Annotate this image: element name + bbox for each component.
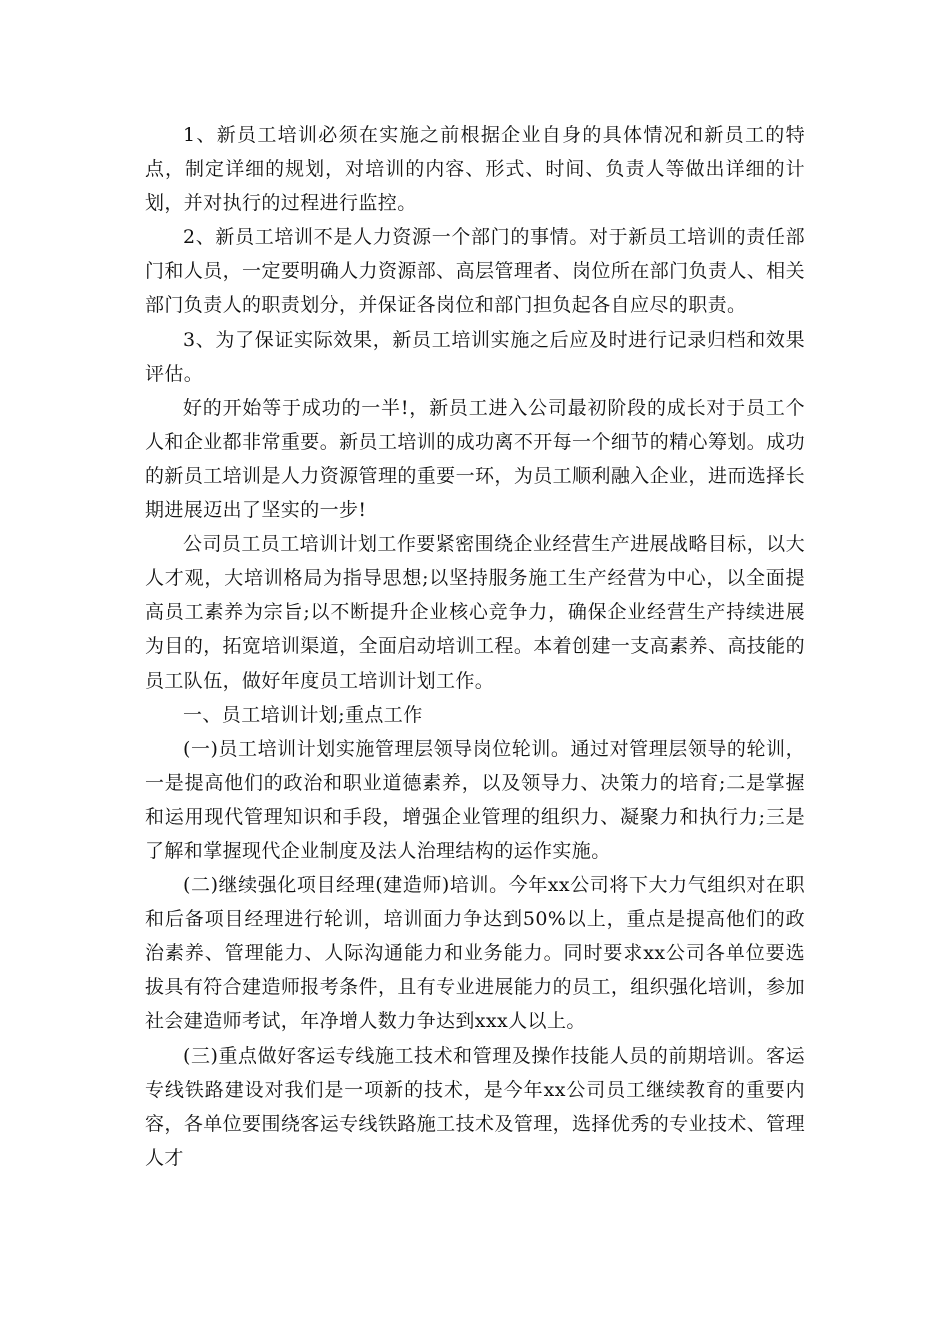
section-heading-key-work: 一、员工培训计划;重点工作: [183, 703, 423, 726]
paragraph-project-manager-training: (二)继续强化项目经理(建造师)培训。今年xx公司将下大力气组织对在职和后备项目经理进行轮训，培训面力争达到50%以上，重点是提高他们的政治素养、管理能力、人际沟通能力和业务能力。同时要求xx公司各单位要选拔具有符合建造师报考条件，且有专业进展能力的员工，组织强化培训，参加社会建造师考试，年净增人数力争达到xxx人以上。: [145, 874, 805, 1033]
paragraph-management-rotation: (一)员工培训计划实施管理层领导岗位轮训。通过对管理层领导的轮训，一是提高他们的政治和职业道德素养，以及领导力、决策力的培育;二是掌握和运用现代管理知识和手段，增强企业管理的组织力、凝聚力和执行力;三是了解和掌握现代企业制度及法人治理结构的运作实施。: [145, 737, 805, 862]
paragraph-new-hire-planning: 1、新员工培训必须在实施之前根据企业自身的具体情况和新员工的特点，制定详细的规划，对培训的内容、形式、时间、负责人等做出详细的计划，并对执行的过程进行监控。: [145, 124, 805, 215]
paragraph-passenger-line-training: (三)重点做好客运专线施工技术和管理及操作技能人员的前期培训。客运专线铁路建设对我们是一项新的技术，是今年xx公司员工继续教育的重要内容，各单位要围绕客运专线铁路施工技术及管理，选择优秀的专业技术、管理人才: [145, 1044, 805, 1169]
document-body: [145, 118, 805, 1175]
paragraph-evaluation: 3、为了保证实际效果，新员工培训实施之后应及时进行记录归档和效果评估。: [145, 328, 805, 385]
paragraph-responsibility-division: 2、新员工培训不是人力资源一个部门的事情。对于新员工培训的责任部门和人员，一定要明确人力资源部、高层管理者、岗位所在部门负责人、相关部门负责人的职责划分，并保证各岗位和部门担负起各自应尽的职责。: [145, 226, 805, 317]
paragraph-good-start: 好的开始等于成功的一半!，新员工进入公司最初阶段的成长对于员工个人和企业都非常重要。新员工培训的成功离不开每一个细节的精心筹划。成功的新员工培训是人力资源管理的重要一环，为员工顺利融入企业，进而选择长期进展迈出了坚实的一步!: [145, 396, 805, 522]
paragraph-training-plan-overview: 公司员工员工培训计划工作要紧密围绕企业经营生产进展战略目标，以大人才观，大培训格局为指导思想;以坚持服务施工生产经营为中心，以全面提高员工素养为宗旨;以不断提升企业核心竞争力，确保企业经营生产持续进展为目的，拓宽培训渠道，全面启动培训工程。本着创建一支高素养、高技能的员工队伍，做好年度员工培训计划工作。: [145, 533, 805, 692]
